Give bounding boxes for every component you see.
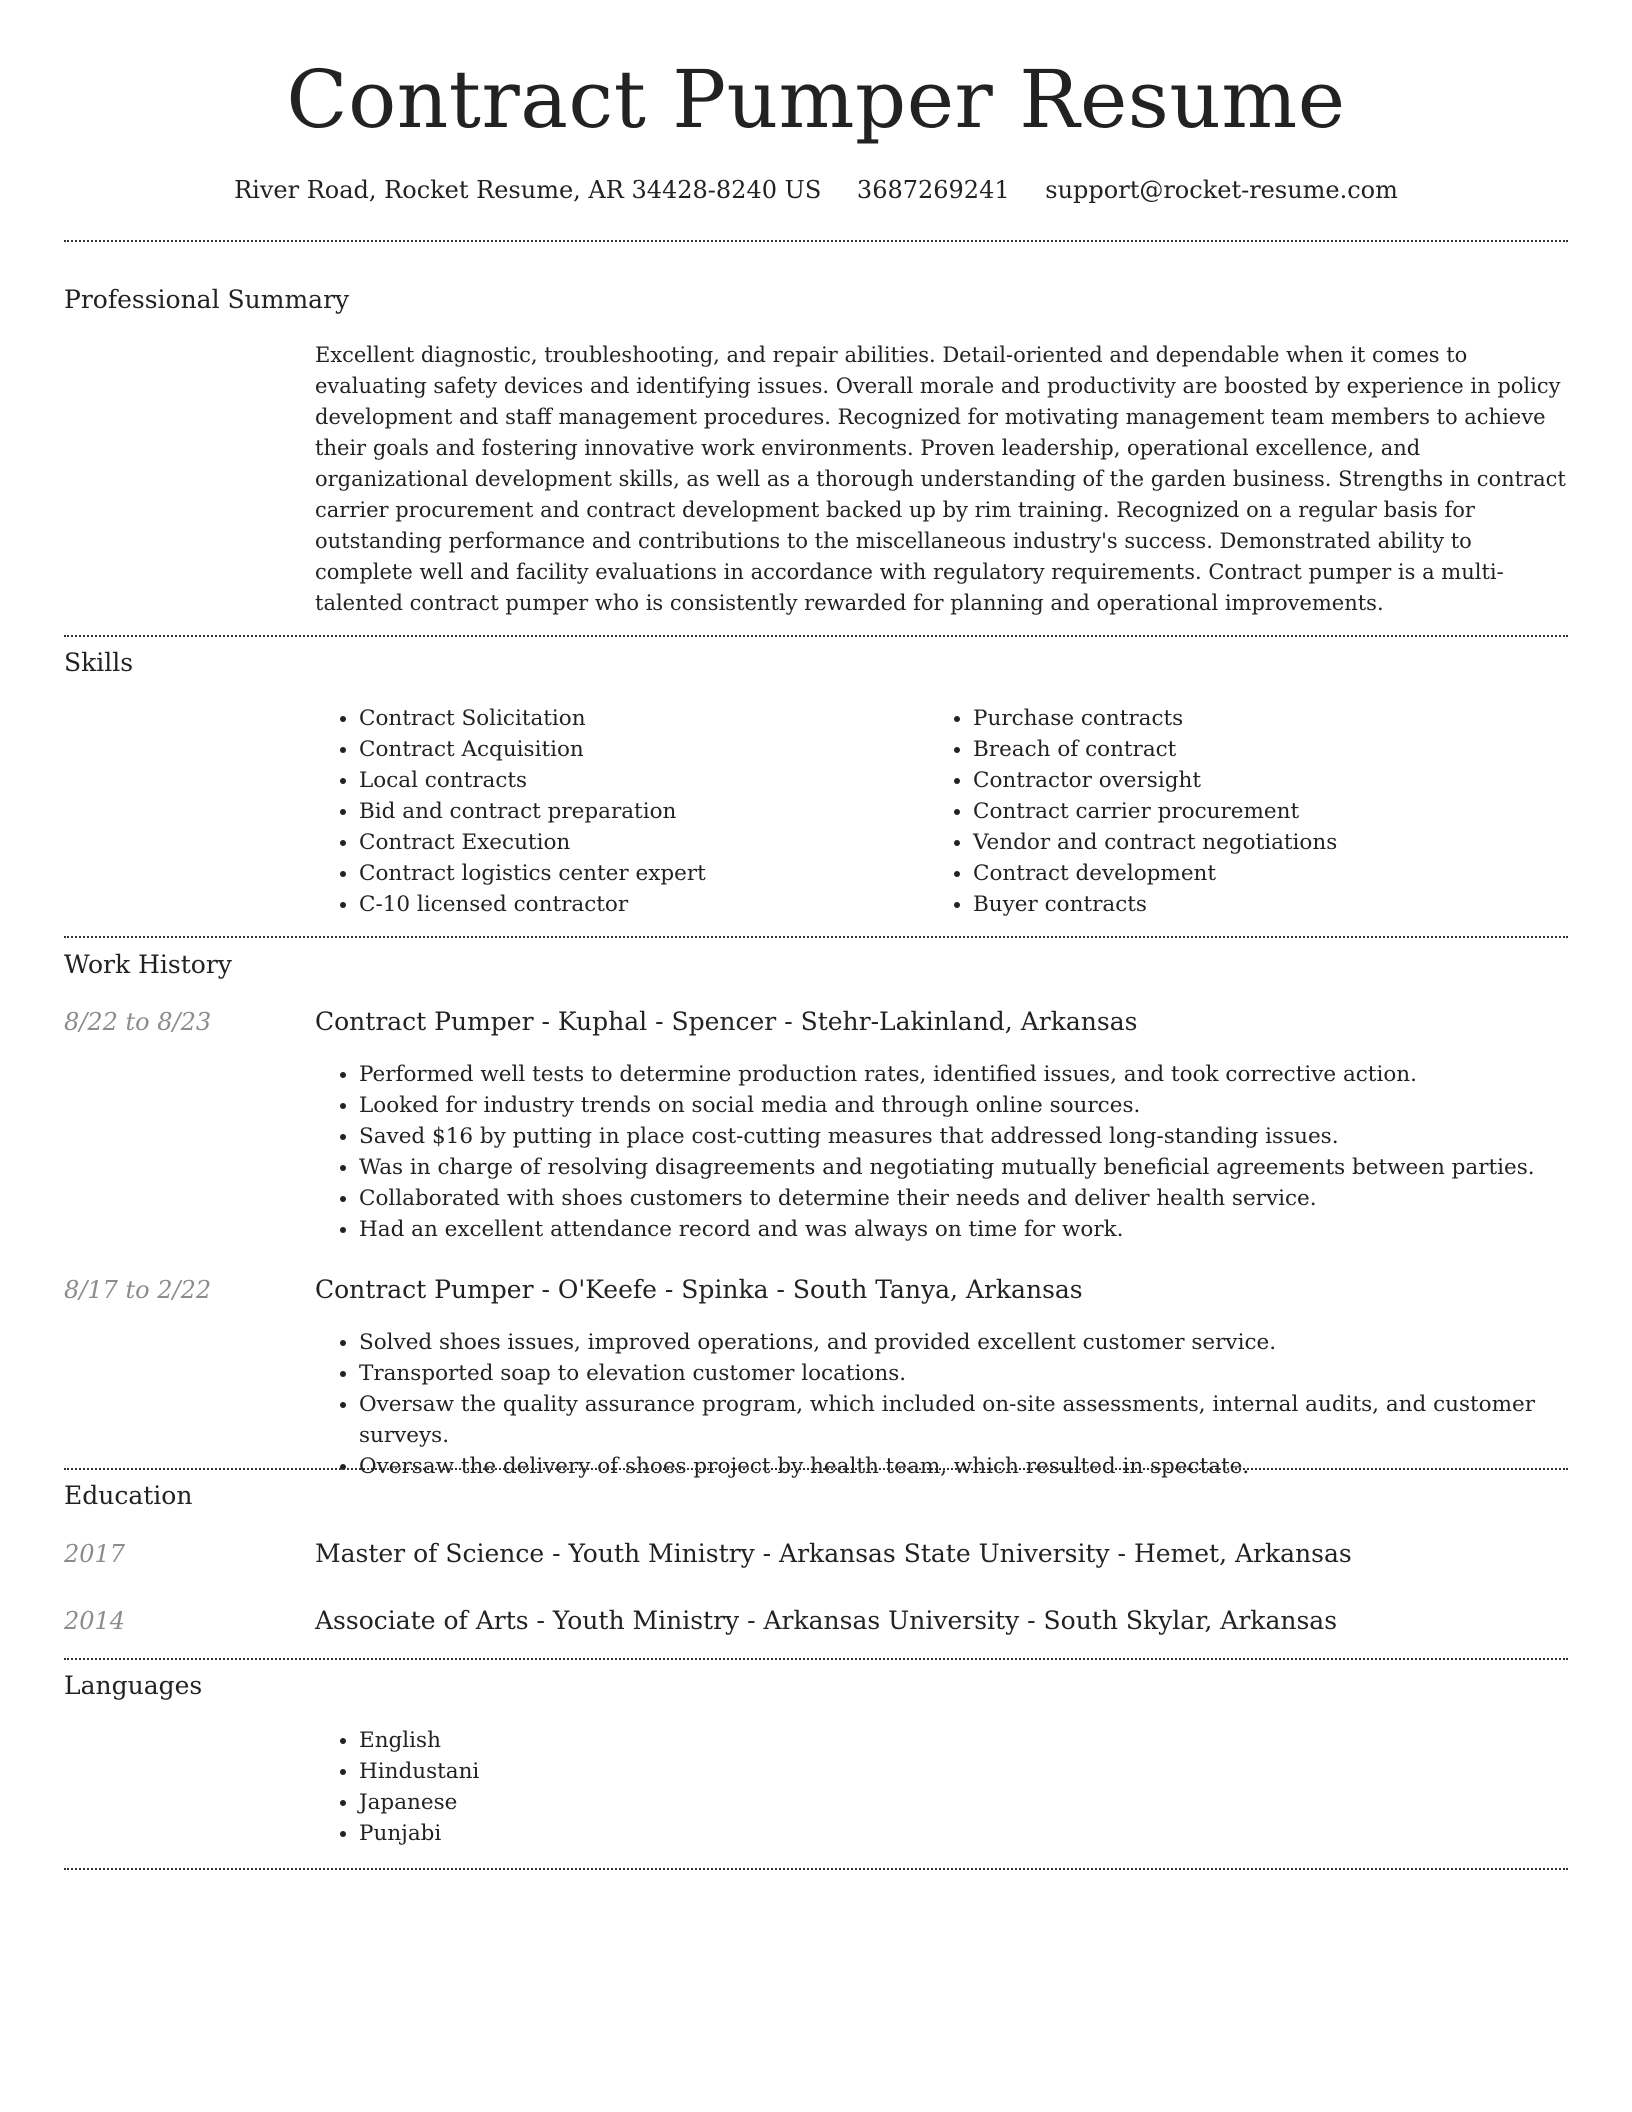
divider bbox=[64, 635, 1568, 637]
list-item: • Local contracts bbox=[359, 765, 919, 796]
section-title-skills: Skills bbox=[64, 648, 134, 677]
list-item: • Was in charge of resolving disagreements and negotiating mutually beneficial agreements between parties. bbox=[359, 1152, 1612, 1183]
divider bbox=[64, 240, 1568, 242]
divider bbox=[64, 936, 1568, 938]
list-item: • Oversaw the delivery of shoes project by health team, which resulted in spectate. bbox=[359, 1451, 1612, 1482]
list-item: • Contractor oversight bbox=[973, 765, 1573, 796]
list-item: • Buyer contracts bbox=[973, 889, 1573, 920]
list-item: • Contract development bbox=[973, 858, 1573, 889]
job-dates: 8/22 to 8/23 bbox=[64, 1008, 212, 1036]
job-bullets bbox=[315, 1327, 1612, 1482]
list-item: • Looked for industry trends on social media and through online sources. bbox=[359, 1090, 1612, 1121]
list-item: • Saved $16 by putting in place cost-cutting measures that addressed long-standing issues. bbox=[359, 1121, 1612, 1152]
list-item: • Purchase contracts bbox=[973, 703, 1573, 734]
education-year: 2017 bbox=[64, 1540, 126, 1568]
list-item: • Breach of contract bbox=[973, 734, 1573, 765]
list-item: • C-10 licensed contractor bbox=[359, 889, 919, 920]
list-item: • Hindustani bbox=[359, 1756, 959, 1787]
contact-email: support@rocket-resume.com bbox=[1045, 176, 1398, 204]
list-item: • Contract logistics center expert bbox=[359, 858, 919, 889]
education-degree: Associate of Arts - Youth Ministry - Arkansas University - South Skylar, Arkansas bbox=[315, 1606, 1338, 1635]
list-item: • Transported soap to elevation customer locations. bbox=[359, 1358, 1612, 1389]
list-item: • Performed well tests to determine production rates, identified issues, and took corrective action. bbox=[359, 1059, 1612, 1090]
list-item: • Contract Solicitation bbox=[359, 703, 919, 734]
job-bullets bbox=[315, 1059, 1612, 1245]
skills-list-left bbox=[315, 703, 919, 920]
summary-text: Excellent diagnostic, troubleshooting, and repair abilities. Detail-oriented and dependable when it comes to evaluating safety devices and identifying issues. Overall morale and productivity are boosted by experience in policy development and staff management procedures. Recognized for motivating management team members to achieve their goals and fostering innovative work environments. Proven leadership, operational excellence, and organizational development skills, as well as a thorough understanding of the garden business. Strengths in contract carrier procurement and contract development backed up by rim training. Recognized on a regular basis for outstanding performance and contributions to the miscellaneous industry's success. Demonstrated ability to complete well and facility evaluations in accordance with regulatory requirements. Contract pumper is a multi-talented contract pumper who is consistently rewarded for planning and operational improvements. bbox=[315, 343, 1566, 615]
list-item: • Contract Execution bbox=[359, 827, 919, 858]
contact-address: River Road, Rocket Resume, AR 34428-8240 US bbox=[234, 176, 822, 204]
section-title-languages: Languages bbox=[64, 1671, 203, 1700]
section-title-work: Work History bbox=[64, 950, 232, 979]
list-item: • Solved shoes issues, improved operations, and provided excellent customer service. bbox=[359, 1327, 1612, 1358]
divider bbox=[64, 1658, 1568, 1660]
contact-phone: 3687269241 bbox=[856, 176, 1010, 204]
list-item: • Punjabi bbox=[359, 1818, 959, 1849]
list-item: • Collaborated with shoes customers to determine their needs and deliver health service. bbox=[359, 1183, 1612, 1214]
list-item: • Contract carrier procurement bbox=[973, 796, 1573, 827]
list-item: • Bid and contract preparation bbox=[359, 796, 919, 827]
list-item: • Oversaw the quality assurance program, which included on-site assessments, internal audits, and customer surveys. bbox=[359, 1389, 1612, 1451]
list-item: • Japanese bbox=[359, 1787, 959, 1818]
contact-line bbox=[0, 176, 1632, 204]
list-item: • Contract Acquisition bbox=[359, 734, 919, 765]
section-title-education: Education bbox=[64, 1481, 193, 1510]
languages-list bbox=[315, 1725, 959, 1849]
job-title: Contract Pumper - O'Keefe - Spinka - South Tanya, Arkansas bbox=[315, 1275, 1083, 1304]
resume-title: Contract Pumper Resume bbox=[286, 53, 1346, 146]
skills-list-right bbox=[929, 703, 1573, 920]
education-year: 2014 bbox=[64, 1607, 126, 1635]
divider bbox=[64, 1468, 1568, 1470]
divider bbox=[64, 1868, 1568, 1870]
list-item: • English bbox=[359, 1725, 959, 1756]
job-title: Contract Pumper - Kuphal - Spencer - Stehr-Lakinland, Arkansas bbox=[315, 1007, 1138, 1036]
section-title-summary: Professional Summary bbox=[64, 285, 350, 314]
list-item: • Had an excellent attendance record and was always on time for work. bbox=[359, 1214, 1612, 1245]
job-dates: 8/17 to 2/22 bbox=[64, 1276, 212, 1304]
list-item: • Vendor and contract negotiations bbox=[973, 827, 1573, 858]
education-degree: Master of Science - Youth Ministry - Arkansas State University - Hemet, Arkansas bbox=[315, 1539, 1352, 1568]
